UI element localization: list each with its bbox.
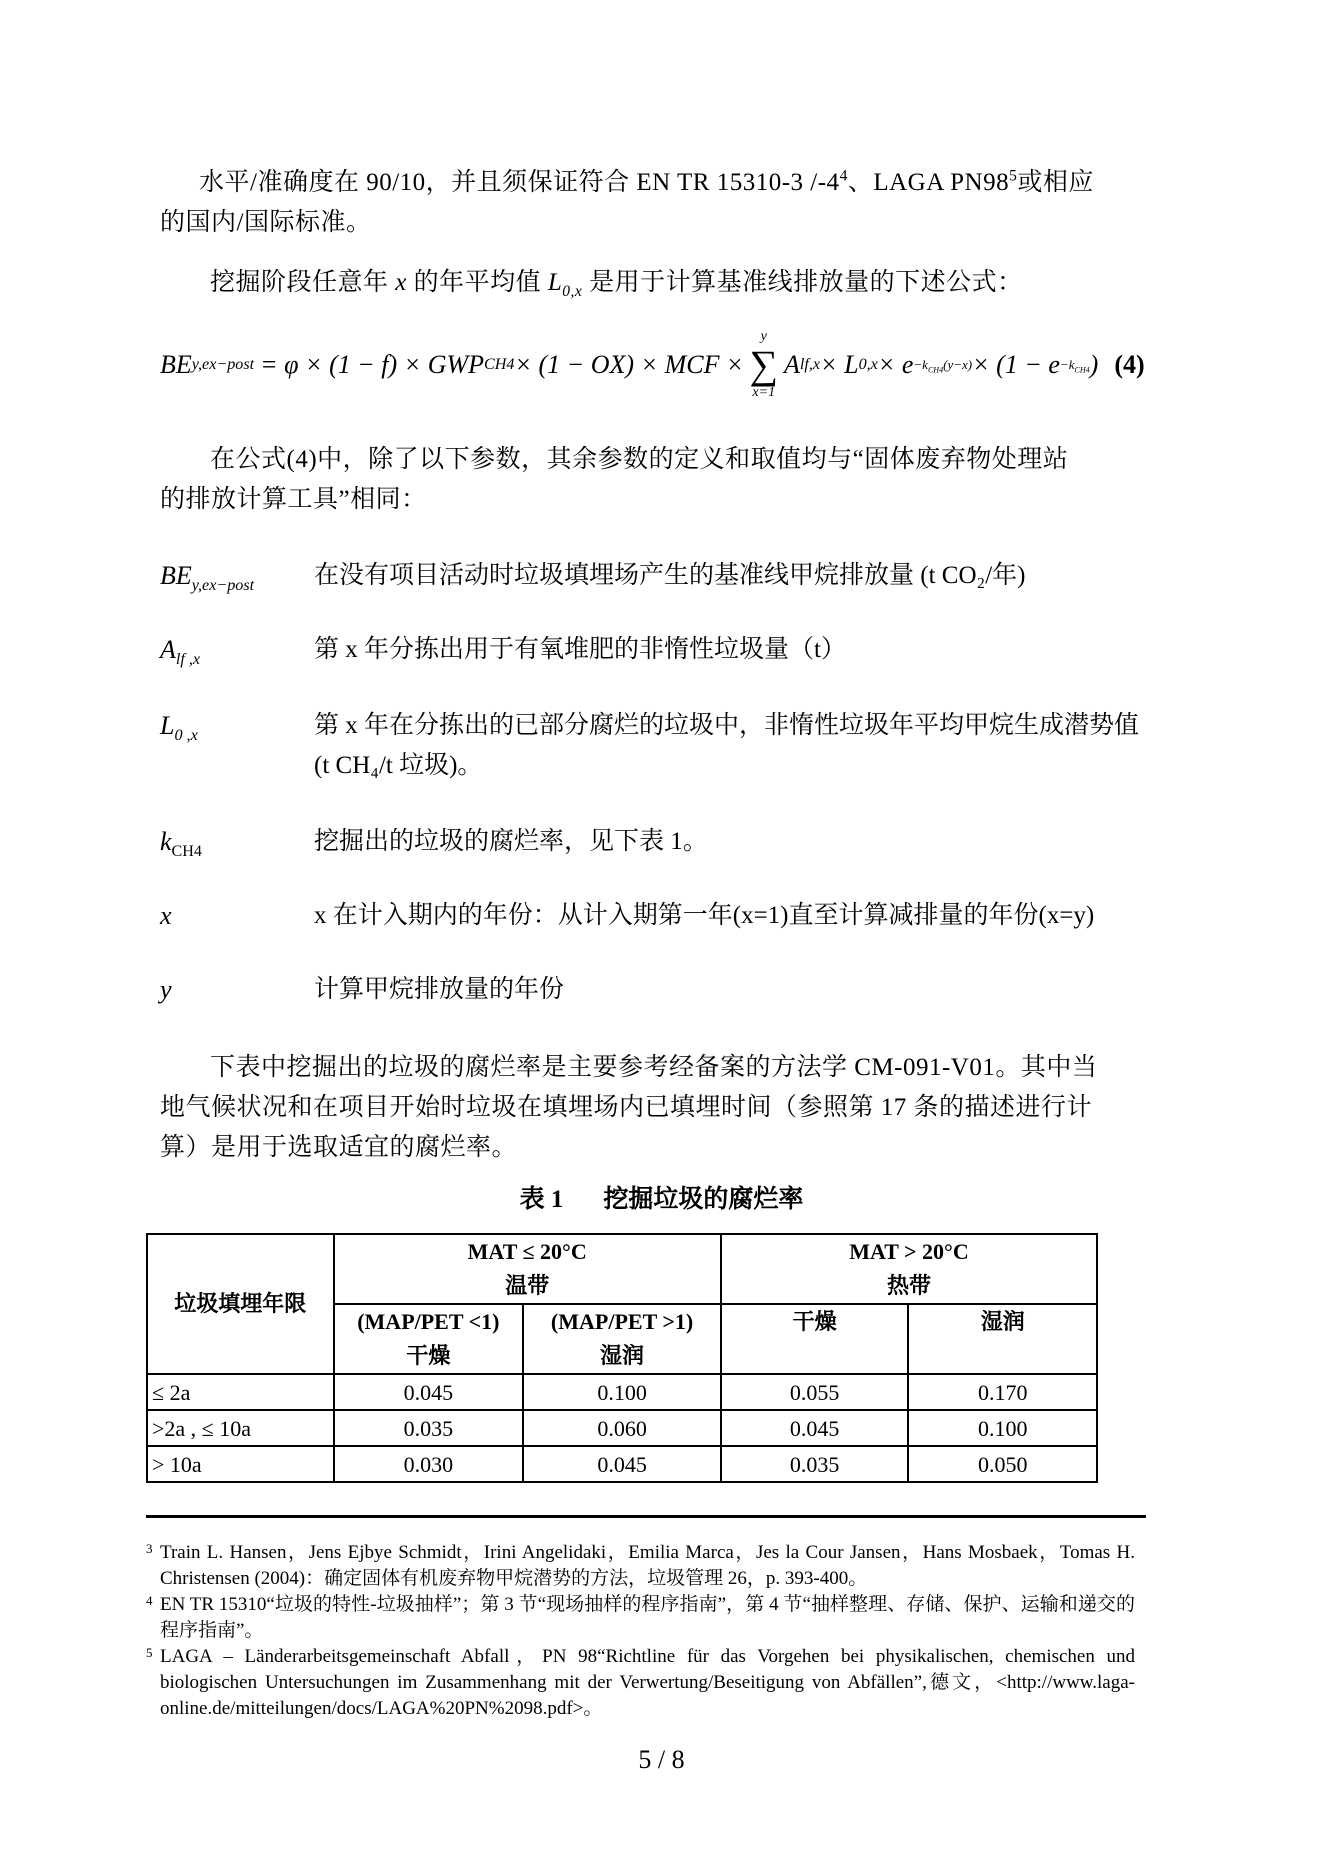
group-line-2: 热带 — [886, 1273, 931, 1298]
exp-text: −k — [913, 357, 928, 372]
symbol-sub: CH4 — [171, 843, 202, 861]
formula-exponent-1 — [913, 357, 972, 373]
footnote-mark: 4 — [146, 1593, 153, 1608]
text: 、LAGA PN98 — [847, 169, 1010, 196]
sum-upper-limit: y — [760, 329, 767, 344]
row-label: > 10a — [147, 1446, 334, 1482]
subheader-temperate-dry — [334, 1304, 524, 1374]
sub-line-1: (MAP/PET >1) — [550, 1309, 694, 1334]
equation-number: (4) — [1114, 350, 1145, 379]
exp-text: −k — [1059, 357, 1075, 372]
formula-a: A — [784, 350, 800, 379]
group-line-1: MAT > 20°C — [849, 1239, 969, 1264]
exp-sub: CH4 — [1074, 365, 1090, 375]
paragraph-2 — [210, 263, 1023, 303]
table-cell: 0.100 — [523, 1374, 721, 1410]
paragraph-3-line-1: 在公式(4)中，除了以下参数，其余参数的定义和取值均与“固体废弃物处理站 — [210, 446, 1069, 473]
table-caption — [0, 1180, 1323, 1220]
formula-e: × e — [877, 350, 914, 379]
symbol: k — [160, 827, 172, 856]
footnote-5 — [146, 1644, 1135, 1722]
sub-line-1: (MAP/PET <1) — [357, 1309, 500, 1334]
sub-line-1: 干燥 — [792, 1309, 837, 1334]
table-cell: 0.045 — [334, 1374, 524, 1410]
table-row — [147, 1410, 1097, 1446]
formula-lhs: BE — [160, 350, 192, 379]
definition-text: x 在计入期内的年份：从计入期第一年(x=1)直至计算减排量的年份(x=y) — [314, 902, 1095, 929]
table-row — [147, 1446, 1097, 1482]
formula-part-1: = φ × (1 − f) × GWP — [260, 350, 485, 379]
paragraph-4-line-1: 下表中挖掘出的垃圾的腐烂率是主要参考经备案的方法学 CM-091-V01。其中当 — [210, 1054, 1098, 1081]
definition-symbol — [160, 556, 254, 596]
symbol: A — [160, 635, 176, 664]
header-landfill-age: 垃圾填埋年限 — [147, 1234, 334, 1374]
definition-symbol — [160, 630, 200, 670]
row-label: ≤ 2a — [147, 1374, 334, 1410]
page-number: 5 / 8 — [638, 1745, 685, 1774]
summation — [750, 329, 779, 401]
symbol-sub: lf ,x — [175, 651, 201, 669]
table-cell: 0.170 — [908, 1374, 1097, 1410]
symbol-sub: 0 ,x — [174, 727, 198, 745]
paragraph-3-line-2: 的排放计算工具”相同： — [160, 486, 427, 513]
formula-close: ) — [1089, 350, 1099, 379]
exp-sub: CH4 — [927, 365, 944, 375]
var-L-subscript: 0,x — [562, 283, 583, 300]
paragraph-1-line-2: 的国内/国际标准。 — [160, 209, 372, 236]
sub-line-2: 干燥 — [406, 1343, 451, 1368]
definition-symbol — [160, 822, 202, 862]
sum-lower-limit: x=1 — [752, 385, 776, 400]
paragraph-1-line-1 — [199, 163, 1094, 203]
footnote-mark: 5 — [146, 1645, 153, 1660]
text: 挖掘阶段任意年 — [210, 269, 396, 296]
footnote-text: Train L. Hansen，Jens Ejbye Schmidt，Irini Angelidaki，Emilia Marca，Jes la Cour Jansen，Hans Mosbaek，Tomas H. Christensen (2004)：确定固体有机废弃物甲烷潜势的方法，垃圾管理 26，p. 393-400。 — [160, 1542, 1135, 1589]
formula-part-2: × (1 − OX) × MCF × — [514, 350, 744, 379]
formula-l: × L — [820, 350, 859, 379]
var-x: x — [395, 269, 407, 296]
footnote-text: LAGA – Länderarbeitsgemeinschaft Abfall，PN 98“Richtline für das Vorgehen bei physikalischen, chemischen und biologischen Untersuchungen im Zusammenhang mit der Verwertung/Beseitigung von Abfällen”,德文，<http://www.laga-online.de/mitteilungen/docs/LAGA%20PN%2098.pdf>。 — [160, 1646, 1135, 1719]
decay-rate-table — [146, 1233, 1098, 1483]
text: 或相应 — [1017, 169, 1094, 196]
header-group-tropical — [721, 1234, 1097, 1304]
table-cell: 0.035 — [334, 1410, 524, 1446]
subheader-tropical-dry — [721, 1304, 909, 1374]
table-cell: 0.045 — [721, 1410, 909, 1446]
equation-4: BE y,ex−post = φ × (1 − f) × GWP CH4 × (1 − OX) × MCF × y ∑ x=1 A lf,x × L 0,x × e $-k_{CH4}(y-x)$ × (1 − e $-k_{CH4}$ ) (4) — [160, 329, 1145, 400]
table-cell: 0.100 — [908, 1410, 1097, 1446]
table-header-row-1 — [147, 1234, 1097, 1304]
definition-text: 计算甲烷排放量的年份 — [314, 976, 565, 1003]
footnote-ref-4[interactable]: 4 — [839, 167, 848, 185]
table-cell: 0.055 — [721, 1374, 909, 1410]
table-cell: 0.035 — [721, 1446, 909, 1482]
sub-line-1: 湿润 — [980, 1309, 1025, 1334]
formula-part-3: × (1 − e — [972, 350, 1060, 379]
table-cell: 0.050 — [908, 1446, 1097, 1482]
definition-text: 第 x 年分拣出用于有氧堆肥的非惰性垃圾量（t） — [314, 636, 846, 663]
formula-exponent-2 — [1060, 357, 1090, 373]
group-line-2: 温带 — [505, 1273, 550, 1298]
exp-tail: (y−x) — [943, 357, 973, 372]
symbol: L — [160, 711, 175, 740]
header-group-temperate — [334, 1234, 721, 1304]
table-cell: 0.030 — [334, 1446, 524, 1482]
group-line-1: MAT ≤ 20°C — [467, 1239, 587, 1264]
definition-symbol: y — [160, 975, 172, 1004]
table-caption-label: 表 1 — [519, 1186, 564, 1213]
symbol-sub: y,ex−post — [191, 577, 255, 595]
footnote-mark: 3 — [146, 1541, 153, 1556]
footnote-4 — [146, 1592, 1135, 1644]
table-row — [147, 1374, 1097, 1410]
table-cell: 0.060 — [523, 1410, 721, 1446]
sigma-symbol: ∑ — [749, 342, 779, 387]
definition-text: 第 x 年在分拣出的已部分腐烂的垃圾中，非惰性垃圾年平均甲烷生成潜势值 (t CH₄/t 垃圾)。 — [314, 712, 1140, 779]
definition-text: 挖掘出的垃圾的腐烂率，见下表 1。 — [314, 828, 708, 855]
text: 的年平均值 — [406, 269, 548, 296]
table-caption-title: 挖掘垃圾的腐烂率 — [603, 1186, 804, 1213]
paragraph-4-line-3: 算）是用于选取适宜的腐烂率。 — [160, 1134, 518, 1161]
footnote-text: EN TR 15310“垃圾的特性-垃圾抽样”；第 3 节“现场抽样的程序指南”，第 4 节“抽样整理、存储、保护、运输和递交的程序指南”。 — [160, 1594, 1135, 1641]
symbol: BE — [160, 561, 192, 590]
definition-symbol: x — [160, 901, 172, 930]
sub-line-2: 湿润 — [600, 1343, 645, 1368]
text: 水平/准确度在 90/10，并且须保证符合 EN TR 15310-3 /-4 — [199, 169, 840, 196]
subheader-temperate-wet — [523, 1304, 721, 1374]
definition-text: 在没有项目活动时垃圾填埋场产生的基准线甲烷排放量 (t CO₂/年) — [314, 562, 1026, 589]
footnote-ref-5[interactable]: 5 — [1009, 167, 1018, 185]
subheader-tropical-wet — [908, 1304, 1097, 1374]
table-cell: 0.045 — [523, 1446, 721, 1482]
row-label: >2a , ≤ 10a — [147, 1410, 334, 1446]
text: 是用于计算基准线排放量的下述公式： — [582, 269, 1023, 296]
footnote-3 — [146, 1540, 1135, 1592]
footnote-separator — [146, 1515, 1146, 1518]
paragraph-4-line-2: 地气候状况和在项目开始时垃圾在填埋场内已填埋时间（参照第 17 条的描述进行计 — [160, 1094, 1093, 1121]
definition-symbol — [160, 706, 198, 746]
var-L: L — [547, 269, 563, 296]
